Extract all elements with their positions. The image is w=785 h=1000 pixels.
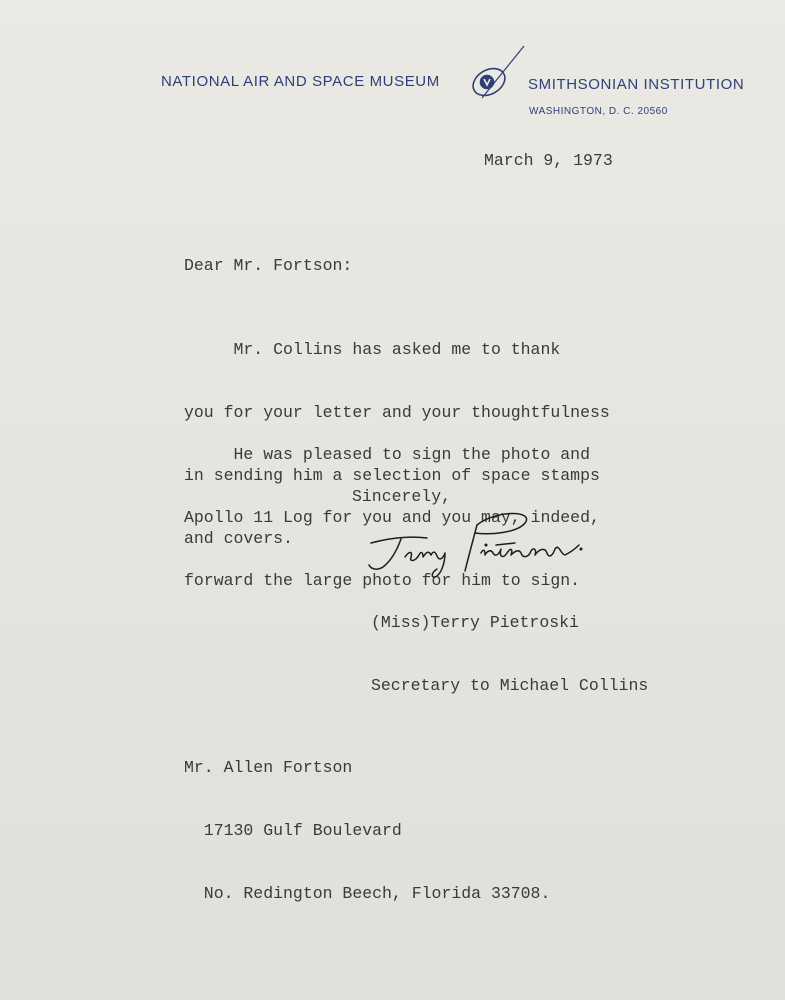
paragraph-line: forward the large photo for him to sign.: [184, 571, 581, 590]
recipient-address: [184, 715, 550, 946]
handwritten-signature: [365, 505, 595, 580]
recipient-street: 17130 Gulf Boulevard: [184, 821, 402, 840]
letterhead-address: WASHINGTON, D. C. 20560: [529, 106, 668, 117]
signature-block: [371, 570, 648, 738]
signer-name: (Miss)Terry Pietroski: [371, 613, 579, 632]
letter-date: March 9, 1973: [484, 151, 613, 170]
paragraph-line: in sending him a selection of space stamps: [184, 466, 600, 485]
recipient-name: Mr. Allen Fortson: [184, 758, 353, 777]
closing: Sincerely,: [352, 487, 452, 506]
paragraph-line: He was pleased to sign the photo and: [184, 445, 590, 464]
salutation: Dear Mr. Fortson:: [184, 256, 353, 275]
paragraph-line: Mr. Collins has asked me to thank: [184, 340, 561, 359]
recipient-city: No. Redington Beech, Florida 33708.: [184, 884, 551, 903]
paragraph-line: and covers.: [184, 529, 293, 548]
letterhead-institution-name: SMITHSONIAN INSTITUTION: [528, 76, 745, 93]
letterhead-museum-name: NATIONAL AIR AND SPACE MUSEUM: [161, 73, 440, 90]
paragraph-line: Apollo 11 Log for you and you may, indeed,: [184, 508, 600, 527]
signer-title: Secretary to Michael Collins: [371, 676, 649, 695]
smithsonian-logo-icon: [462, 42, 532, 114]
paragraph-line: you for your letter and your thoughtfulness: [184, 403, 610, 422]
